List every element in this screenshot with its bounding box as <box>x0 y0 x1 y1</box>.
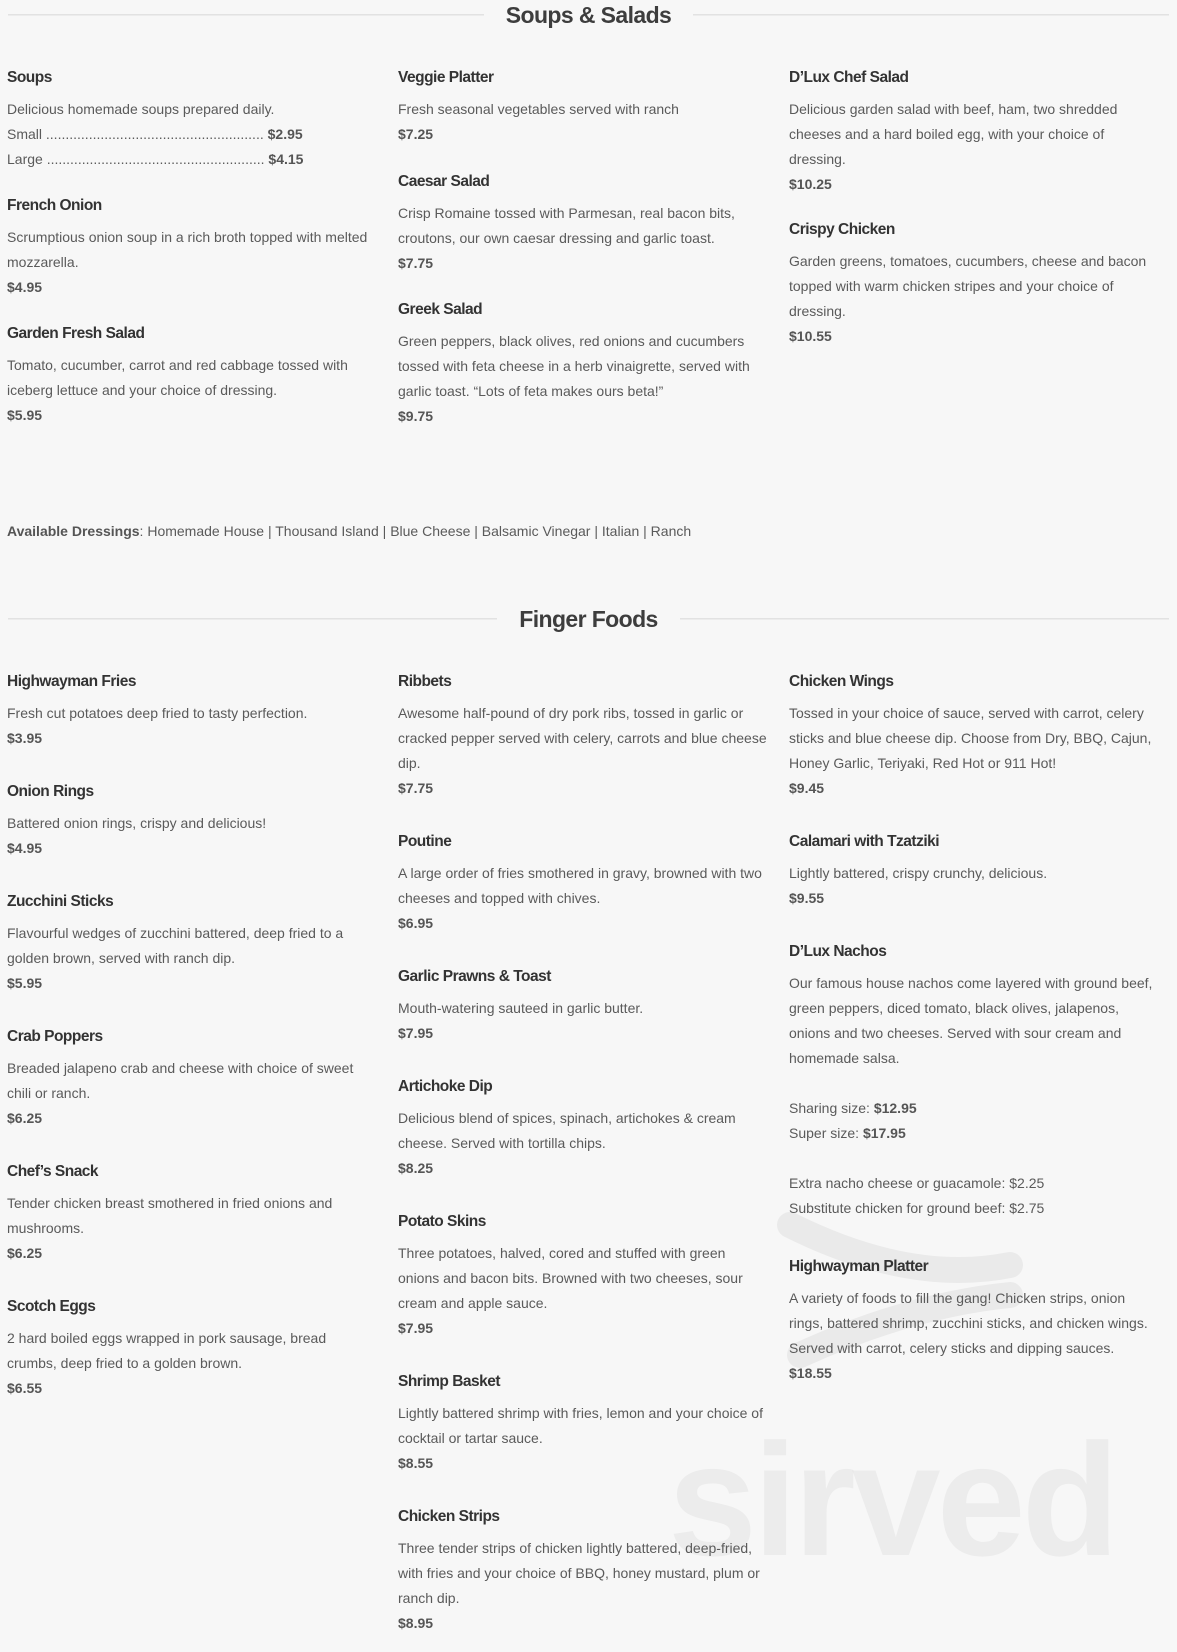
section-title: Finger Foods <box>519 605 658 632</box>
divider <box>680 618 1169 620</box>
divider <box>8 14 484 16</box>
item-name: Artichoke Dip <box>398 1078 493 1095</box>
item-description: Garden greens, tomatoes, cucumbers, cheese and bacon topped with warm chicken stripes and your choice of dressing. <box>789 253 1147 319</box>
extra-option: Substitute chicken for ground beef: $2.75 <box>789 1200 1045 1216</box>
item-name: D’Lux Chef Salad <box>789 69 909 86</box>
item-price: $5.95 <box>7 975 43 991</box>
item-price: $5.95 <box>7 407 43 423</box>
menu-item <box>7 324 377 428</box>
item-description: Mouth-watering sauteed in garlic butter. <box>398 1000 644 1016</box>
item-description: Fresh seasonal vegetables served with ranch <box>398 101 679 117</box>
section-header-finger-foods <box>8 604 1169 634</box>
divider <box>8 618 497 620</box>
extra-option: Extra nacho cheese or guacamole: $2.25 <box>789 1175 1045 1191</box>
menu-item <box>7 1027 377 1131</box>
item-price: $9.55 <box>789 890 825 906</box>
size-option: Large ........................................................ $4.15 <box>7 151 304 167</box>
size-option: Super size: $17.95 <box>789 1125 906 1141</box>
menu-item <box>398 1372 768 1476</box>
item-description: Battered onion rings, crispy and delicious! <box>7 815 267 831</box>
item-name: Chef’s Snack <box>7 1163 99 1180</box>
menu-item <box>7 196 377 300</box>
item-name: Crab Poppers <box>7 1028 103 1045</box>
item-price: $7.25 <box>398 126 434 142</box>
menu-item <box>398 1077 768 1181</box>
item-price: $4.95 <box>7 840 43 856</box>
item-price: $7.75 <box>398 780 434 796</box>
item-price: $6.25 <box>7 1110 43 1126</box>
item-name: Caesar Salad <box>398 173 490 190</box>
available-dressings: Available Dressings: Homemade House | Thousand Island | Blue Cheese | Balsamic Vinegar | Italian | Ranch <box>7 523 692 539</box>
item-price: $3.95 <box>7 730 43 746</box>
divider <box>693 14 1169 16</box>
menu-item <box>398 1507 768 1636</box>
item-name: Soups <box>7 69 52 86</box>
menu-item <box>789 68 1159 197</box>
item-description: Fresh cut potatoes deep fried to tasty perfection. <box>7 705 308 721</box>
item-description: Breaded jalapeno crab and cheese with choice of sweet chili or ranch. <box>7 1060 354 1101</box>
menu-item <box>398 967 768 1046</box>
item-price: $7.75 <box>398 255 434 271</box>
item-name: Chicken Strips <box>398 1508 500 1525</box>
item-name: Garlic Prawns & Toast <box>398 968 551 985</box>
item-name: Potato Skins <box>398 1213 486 1230</box>
item-price: $8.55 <box>398 1455 434 1471</box>
item-name: Shrimp Basket <box>398 1373 501 1390</box>
item-description: 2 hard boiled eggs wrapped in pork sausage, bread crumbs, deep fried to a golden brown. <box>7 1330 327 1371</box>
menu-item <box>398 672 768 801</box>
item-name: Greek Salad <box>398 301 483 318</box>
item-price: $7.95 <box>398 1320 434 1336</box>
item-price: $10.55 <box>789 328 832 344</box>
item-name: Chicken Wings <box>789 673 894 690</box>
size-option: Small ........................................................ $2.95 <box>7 126 303 142</box>
item-price: $6.25 <box>7 1245 43 1261</box>
item-name: Highwayman Platter <box>789 1258 929 1275</box>
item-description: Tender chicken breast smothered in fried onions and mushrooms. <box>7 1195 333 1236</box>
item-price: $9.75 <box>398 408 434 424</box>
item-price: $8.25 <box>398 1160 434 1176</box>
item-price: $8.95 <box>398 1615 434 1631</box>
item-name: Onion Rings <box>7 783 94 800</box>
item-name: Poutine <box>398 833 452 850</box>
item-description: Delicious garden salad with beef, ham, two shredded cheeses and a hard boiled egg, with your choice of dressing. <box>789 101 1118 167</box>
item-description: A variety of foods to fill the gang! Chicken strips, onion rings, battered shrimp, zucchini sticks, and chicken wings. Served with carrot, celery sticks and dipping sauces. <box>789 1290 1148 1356</box>
item-price: $18.55 <box>789 1365 832 1381</box>
section-header-soups-salads <box>8 0 1169 30</box>
item-name: D’Lux Nachos <box>789 943 887 960</box>
size-option: Sharing size: $12.95 <box>789 1100 917 1116</box>
item-description: Lightly battered shrimp with fries, lemon and your choice of cocktail or tartar sauce. <box>398 1405 763 1446</box>
item-name: Ribbets <box>398 673 452 690</box>
item-description: Tomato, cucumber, carrot and red cabbage tossed with iceberg lettuce and your choice of dressing. <box>7 357 348 398</box>
item-description: Green peppers, black olives, red onions and cucumbers tossed with feta cheese in a herb vinaigrette, served with garlic toast. “Lots of feta makes ours beta!” <box>398 333 750 399</box>
menu-item <box>7 892 377 996</box>
item-price: $6.95 <box>398 915 434 931</box>
menu-item <box>7 672 377 751</box>
menu-item <box>7 1162 377 1266</box>
section-title: Soups & Salads <box>505 1 672 28</box>
menu-item <box>789 1257 1159 1386</box>
item-name: Scotch Eggs <box>7 1298 96 1315</box>
item-description: Three potatoes, halved, cored and stuffed with green onions and bacon bits. Browned with two cheeses, sour cream and apple sauce. <box>398 1245 743 1311</box>
item-description: Tossed in your choice of sauce, served with carrot, celery sticks and blue cheese dip. Choose from Dry, BBQ, Cajun, Honey Garlic, Teriyaki, Red Hot or 911 Hot! <box>789 705 1152 771</box>
menu-item <box>789 942 1159 1221</box>
menu-item <box>789 220 1159 349</box>
item-description: Our famous house nachos come layered with ground beef, green peppers, diced tomato, black olives, jalapenos, onions and two cheeses. Served with sour cream and homemade salsa. <box>789 975 1153 1066</box>
item-name: Garden Fresh Salad <box>7 325 145 342</box>
item-description: Crisp Romaine tossed with Parmesan, real bacon bits, croutons, our own caesar dressing and garlic toast. <box>398 205 735 246</box>
item-name: Veggie Platter <box>398 69 494 86</box>
menu-item <box>7 782 377 861</box>
menu-item <box>398 300 768 429</box>
item-description: Awesome half-pound of dry pork ribs, tossed in garlic or cracked pepper served with celery, carrots and blue cheese dip. <box>398 705 767 771</box>
item-description: Delicious homemade soups prepared daily. <box>7 101 275 117</box>
item-description: Delicious blend of spices, spinach, artichokes & cream cheese. Served with tortilla chips. <box>398 1110 736 1151</box>
item-price: $4.95 <box>7 279 43 295</box>
item-description: A large order of fries smothered in gravy, browned with two cheeses and topped with chives. <box>398 865 762 906</box>
item-price: $6.55 <box>7 1380 43 1396</box>
item-name: Crispy Chicken <box>789 221 895 238</box>
item-description: Three tender strips of chicken lightly battered, deep-fried, with fries and your choice of BBQ, honey mustard, plum or ranch dip. <box>398 1540 760 1606</box>
item-description: Lightly battered, crispy crunchy, delicious. <box>789 865 1048 881</box>
item-name: Zucchini Sticks <box>7 893 114 910</box>
item-name: Highwayman Fries <box>7 673 136 690</box>
item-price: $9.45 <box>789 780 825 796</box>
item-price: $7.95 <box>398 1025 434 1041</box>
item-description: Scrumptious onion soup in a rich broth topped with melted mozzarella. <box>7 229 368 270</box>
item-price: $10.25 <box>789 176 832 192</box>
item-name: Calamari with Tzatziki <box>789 833 940 850</box>
menu-item <box>398 1212 768 1341</box>
item-name: French Onion <box>7 197 102 214</box>
menu-item <box>789 832 1159 911</box>
menu-item <box>398 832 768 936</box>
menu-item <box>789 672 1159 801</box>
menu-item <box>7 1297 377 1401</box>
menu-item <box>398 68 768 147</box>
menu-item <box>7 68 377 172</box>
menu-item <box>398 172 768 276</box>
item-description: Flavourful wedges of zucchini battered, deep fried to a golden brown, served with ranch dip. <box>7 925 344 966</box>
